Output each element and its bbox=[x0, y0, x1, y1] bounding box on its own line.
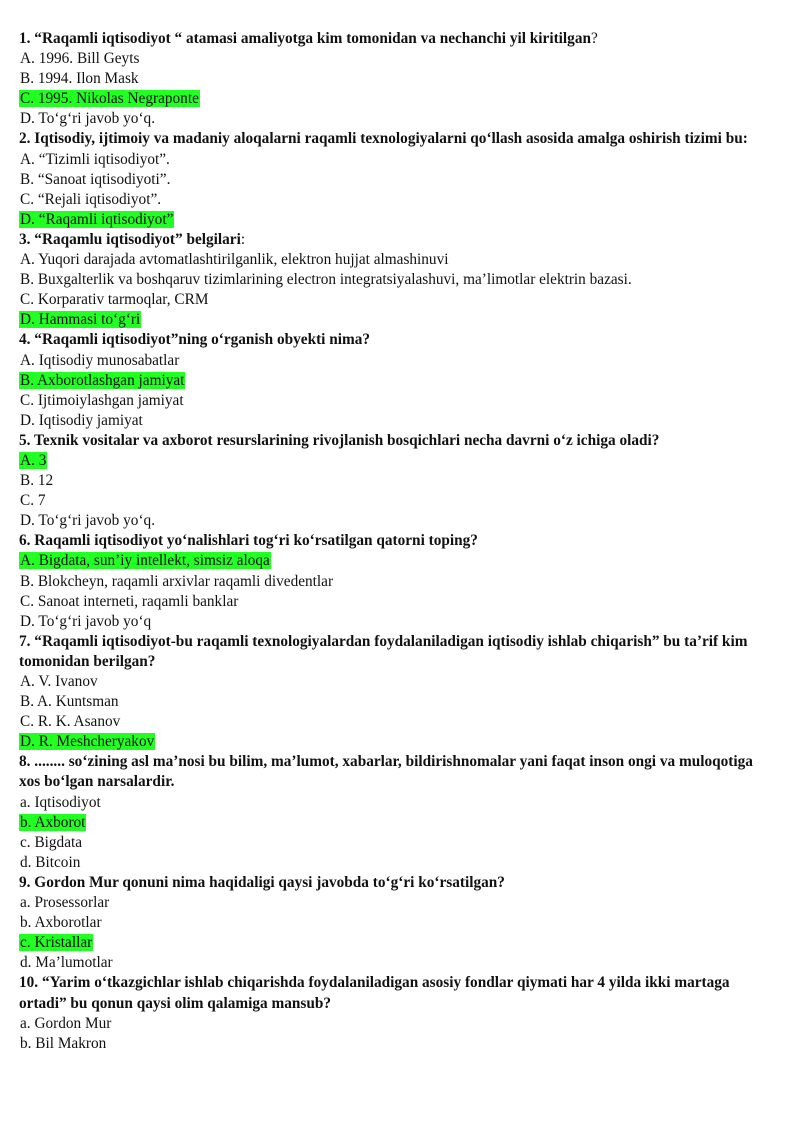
question-text: 8. ........ so‘zining asl ma’nosi bu bilim, ma’lumot, xabarlar, bildirishnomalar yani faqat inson ongi va muloqotiga xos bo‘lgan narsalardir. bbox=[19, 753, 753, 791]
correct-answer-option: A. Bigdata, sun’iy intellekt, simsiz aloqa bbox=[20, 552, 270, 570]
answer-option: A. “Tizimli iqtisodiyot”. bbox=[20, 150, 170, 168]
answer-option: A. Iqtisodiy munosabatlar bbox=[20, 351, 180, 369]
correct-answer-option: B. Axborotlashgan jamiyat bbox=[20, 371, 185, 389]
answer-option: A. 1996. Bill Geyts bbox=[20, 50, 140, 68]
answer-option: B. Buxgalterlik va boshqaruv tizimlarining electron integratsiyalashuvi, ma’limotlar elektrin bazasi. bbox=[20, 271, 632, 289]
question-text: 4. “Raqamli iqtisodiyot”ning o‘rganish obyekti nima? bbox=[19, 331, 371, 349]
answer-option: B. 12 bbox=[20, 472, 54, 490]
question-3 bbox=[19, 230, 759, 250]
answer-option: d. Ma’lumotlar bbox=[20, 954, 113, 972]
correct-answer-option: A. 3 bbox=[20, 451, 47, 469]
correct-answer-option: b. Axborot bbox=[20, 813, 86, 831]
correct-answer-option: C. 1995. Nikolas Negraponte bbox=[20, 90, 199, 108]
answer-option: C. R. K. Asanov bbox=[20, 713, 121, 731]
question-4 bbox=[19, 330, 759, 350]
question-tail: : bbox=[240, 230, 246, 248]
answer-option: C. Ijtimoiylashgan jamiyat bbox=[20, 391, 184, 409]
question-1 bbox=[19, 29, 759, 49]
correct-answer-option: c. Kristallar bbox=[20, 934, 93, 952]
question-text: 5. Texnik vositalar va axborot resurslarining rivojlanish bosqichlari necha davrni o‘z ichiga oladi? bbox=[19, 431, 660, 449]
answer-option: b. Bil Makron bbox=[20, 1034, 107, 1052]
answer-option: C. 7 bbox=[20, 492, 46, 510]
correct-answer-option: D. “Raqamli iqtisodiyot” bbox=[20, 210, 174, 228]
answer-option: C. “Rejali iqtisodiyot”. bbox=[20, 190, 162, 208]
answer-option: a. Gordon Mur bbox=[20, 1014, 112, 1032]
answer-option: B. Blokcheyn, raqamli arxivlar raqamli divedentlar bbox=[20, 572, 334, 590]
question-text: 7. “Raqamli iqtisodiyot-bu raqamli texnologiyalardan foydalaniladigan iqtisodiy ishlab chiqarish” bu ta’rif kim tomonidan berilgan? bbox=[19, 632, 748, 670]
correct-answer-option: D. R. Meshcheryakov bbox=[20, 733, 155, 751]
question-text: 1. “Raqamli iqtisodiyot “ atamasi amaliyotga kim tomonidan va nechanchi yil kiritilgan bbox=[19, 30, 591, 47]
answer-option: D. To‘g‘ri javob yo‘q. bbox=[20, 512, 156, 530]
answer-option: C. Sanoat interneti, raqamli banklar bbox=[20, 592, 239, 610]
question-text: 6. Raqamli iqtisodiyot yo‘nalishlari tog‘ri ko‘rsatilgan qatorni toping? bbox=[19, 532, 478, 550]
answer-option: D. Iqtisodiy jamiyat bbox=[20, 411, 143, 429]
answer-option: a. Prosessorlar bbox=[20, 894, 110, 912]
question-tail: ? bbox=[590, 30, 598, 47]
question-text: 10. “Yarim o‘tkazgichlar ishlab chiqarishda foydalaniladigan asosiy fondlar qiymati har 4 yilda ikki martaga ortadi” bu qonun qaysi olim qalamiga mansub? bbox=[19, 974, 730, 1012]
question-6 bbox=[19, 531, 759, 551]
answer-option: d. Bitcoin bbox=[20, 853, 81, 871]
answer-option: D. To‘g‘ri javob yo‘q. bbox=[20, 110, 156, 128]
answer-option: B. “Sanoat iqtisodiyoti”. bbox=[20, 170, 171, 188]
question-10 bbox=[19, 973, 759, 1013]
question-5 bbox=[19, 431, 759, 451]
question-7 bbox=[19, 632, 759, 672]
question-text: 3. “Raqamlu iqtisodiyot” belgilari bbox=[19, 230, 241, 248]
answer-option: A. V. Ivanov bbox=[20, 673, 98, 690]
correct-answer-option: D. Hammasi to‘g‘ri bbox=[20, 311, 141, 329]
answer-option: a. Iqtisodiyot bbox=[20, 793, 101, 811]
answer-option: B. 1994. Ilon Mask bbox=[20, 70, 139, 88]
answer-option: c. Bigdata bbox=[20, 833, 83, 851]
question-9 bbox=[19, 873, 759, 893]
answer-option: b. Axborotlar bbox=[20, 914, 102, 932]
answer-option: B. A. Kuntsman bbox=[20, 693, 119, 711]
question-8 bbox=[19, 752, 759, 792]
question-text: 2. Iqtisodiy, ijtimoiy va madaniy aloqalarni raqamli texnologiyalarni qo‘llash asosida amalga oshirish tizimi bu: bbox=[19, 130, 748, 148]
question-text: 9. Gordon Mur qonuni nima haqidaligi qaysi javobda to‘g‘ri ko‘rsatilgan? bbox=[19, 873, 505, 891]
answer-option: C. Korparativ tarmoqlar, CRM bbox=[20, 291, 209, 309]
question-2 bbox=[19, 129, 759, 149]
answer-option: A. Yuqori darajada avtomatlashtirilganlik, elektron hujjat almashinuvi bbox=[20, 251, 449, 269]
answer-option: D. To‘g‘ri javob yo‘q bbox=[20, 612, 152, 630]
